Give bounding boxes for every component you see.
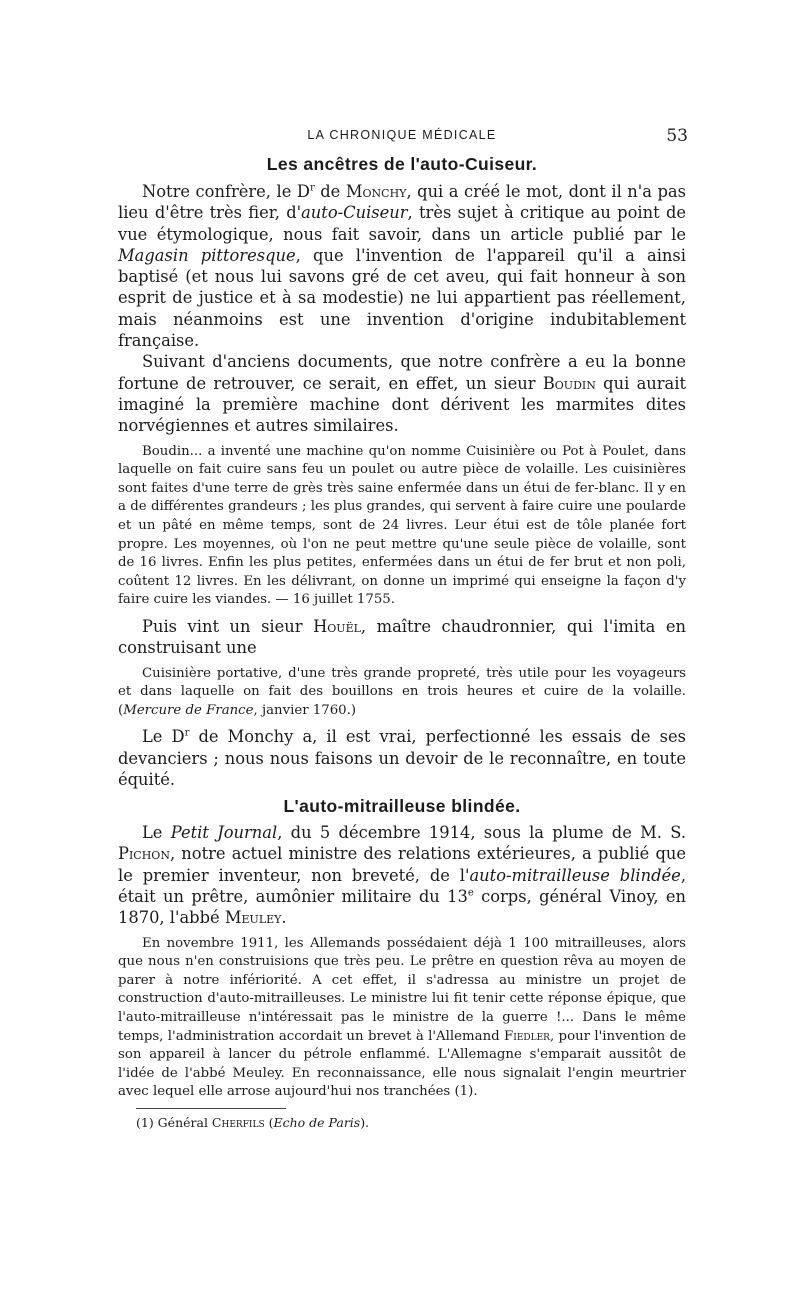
quote-mitrailleuses: En novembre 1911, les Allemands possédaient déjà 1 100 mitrailleuses, alors que nous n'en construisions que très peu. Le prêtre en question rêva au moyen de parer à notre infériorité. A cet effet, il s'adressa au ministre un projet de construction d'auto-mitrailleuses. Le ministre lui fit tenir cette réponse épique, que l'auto-mitrailleuse n'intéressait pas le ministre de la guerre !... Dans le même temps, l'administration accordait un brevet à l'Allemand Fiedler, pour l'invention de son appareil à lancer du pétrole enflammé. L'Allemagne s'emparait aussitôt de l'idée de l'abbé Meuley. En reconnaissance, elle nous signalait l'engin meurtrier avec lequel elle arrose aujourd'hui nos tranchées (1). bbox=[118, 935, 687, 1100]
page bbox=[118, 128, 686, 1131]
paragraph-1: Notre confrère, le $D^r$ de Monchy, qui a créé le mot, dont il n'a pas lieu d'être très fier, d'auto-Cuiseur, très sujet à critique au point de vue étymologique, nous fait savoir, dans un article publié par le Magasin pittoresque, que l'invention de l'appareil qu'il a ainsi baptisé (et nous lui savons gré de cet aveu, qui fait honneur à son esprit de justice et à sa modestie) ne lui appartient pas réellement, mais néanmoins est une invention d'origine indubitablement française. bbox=[118, 182, 686, 351]
name-pichon: Pichon bbox=[118, 844, 170, 864]
quote-mercure: Cuisinière portative, d'une très grande propreté, très utile pour les voyageurs et dans laquelle on fait des bouillons en trois heures et cuire de la volaille. (Mercure de France, janvier 1760.) bbox=[118, 665, 686, 718]
paragraph-5: Le Petit Journal, du 5 décembre 1914, sous la plume de M. S. Pichon, notre actuel ministre des relations extérieures, a publié que le premier inventeur, non breveté, de l'auto-mitrailleuse blindée, était un prêtre, aumônier militaire du 13e corps, général Vinoy, en 1870, l'abbé Meuley. bbox=[118, 823, 687, 928]
paragraph-3: Puis vint un sieur Houël, maître chaudronnier, qui l'imita en construisant une bbox=[118, 616, 686, 658]
footnote-rule bbox=[136, 1108, 286, 1109]
name-boudin: Boudin bbox=[542, 373, 596, 393]
name-fiedler: Fiedler bbox=[504, 1028, 550, 1044]
name-meuley: Meuley bbox=[224, 908, 282, 928]
name-cherfils: Cherfils bbox=[211, 1115, 265, 1130]
name-houel: Houël bbox=[313, 616, 361, 636]
name-monchy: Monchy bbox=[345, 182, 407, 201]
section-title-auto-cuiseur: Les ancêtres de l'auto-Cuiseur. bbox=[266, 154, 538, 174]
page-number: 53 bbox=[666, 126, 688, 146]
quote-boudin: Boudin... a inventé une machine qu'on nomme Cuisinière ou Pot à Poulet, dans laquelle on fait cuire sans feu un poulet ou autre pièce de volaille. Les cuisinières sont faites d'une terre de grès très saine enfermée dans un étui de fer-blanc. Il y en a de différentes grandeurs ; les plus grandes, qui servent à faire cuire une poularde et un pâté en même temps, sont de 24 livres. Leur étui est de tôle planée fort propre. Les moyennes, où l'on ne peut mettre qu'une seule pièce de volaille, sont de 16 livres. Enfin les plus petites, enfermées dans un étui de fer brut et non poli, coûtent 12 livres. En les délivrant, on donne un imprimé qui enseigne la façon d'y faire cuire les viandes. — 16 juillet 1755. bbox=[118, 443, 686, 608]
paragraph-2: Suivant d'anciens documents, que notre confrère a eu la bonne fortune de retrouver, ce serait, en effet, un sieur Boudin qui aurait imaginé la première machine dont dérivent les marmites dites norvégiennes et autres similaires. bbox=[118, 352, 687, 436]
section-title-auto-mitrailleuse: L'auto-mitrailleuse blindée. bbox=[283, 796, 521, 817]
paragraph-4: Le $D^r$ de Monchy a, il est vrai, perfectionné les essais de ses devanciers ; nous nous faisons un devoir de le reconnaître, en toute équité. bbox=[118, 727, 686, 789]
running-title: LA CHRONIQUE MÉDICALE bbox=[307, 128, 497, 142]
footnote: (1) Général Cherfils (Echo de Paris). bbox=[136, 1115, 370, 1130]
running-head bbox=[118, 128, 686, 150]
